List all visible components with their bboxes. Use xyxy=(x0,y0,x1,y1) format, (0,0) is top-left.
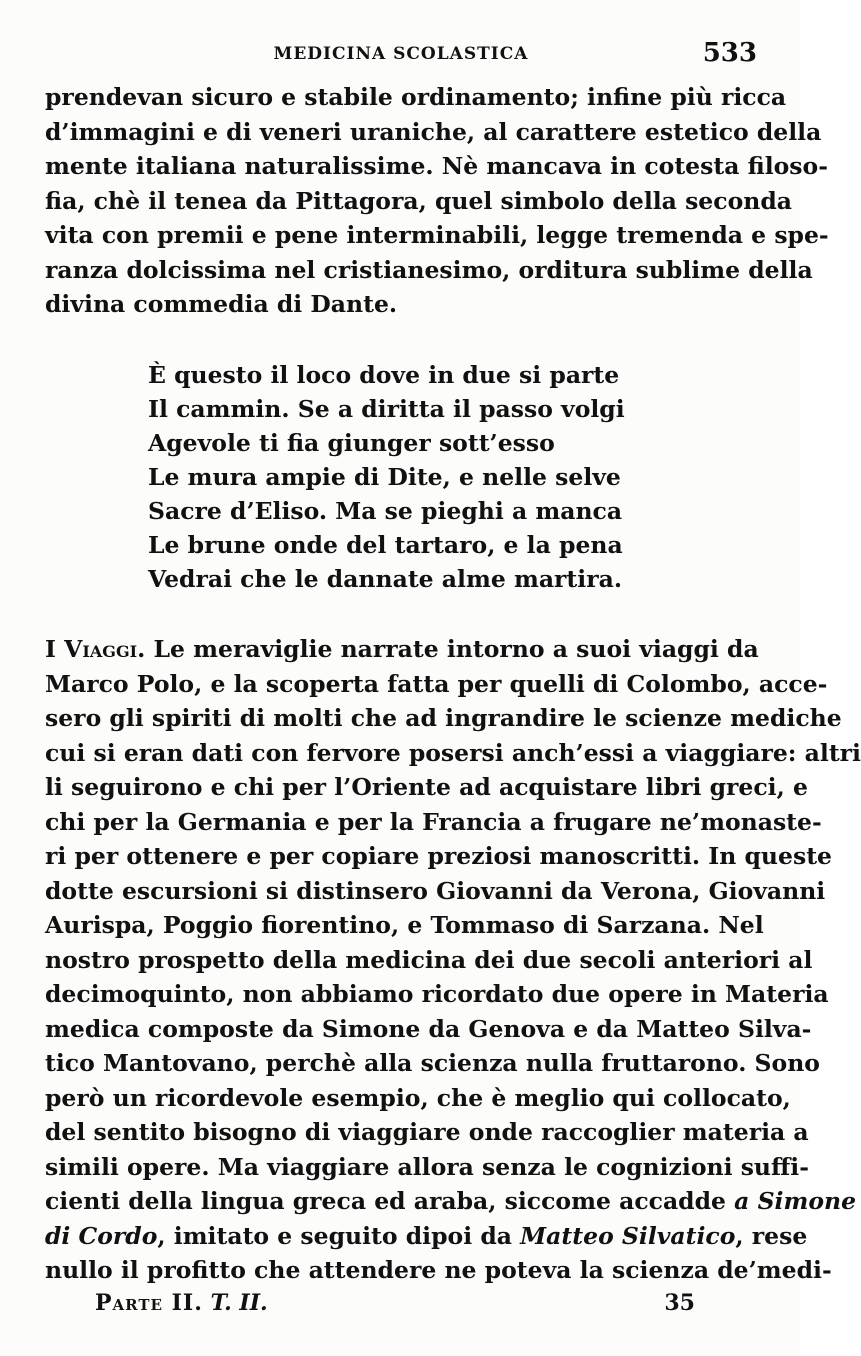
text-line xyxy=(45,1219,808,1254)
text-line: vita con premii e pene interminabili, legge tremenda e spe- xyxy=(45,221,829,249)
footer-part: Parte II. xyxy=(95,1290,203,1316)
section-heading: I Viaggi. xyxy=(45,635,146,663)
text-span: , imitato e seguito dipoi da xyxy=(157,1221,521,1250)
text-span: Le meraviglie narrate intorno a suoi viaggi da xyxy=(145,635,759,663)
text-line: sero gli spiriti di molti che ad ingrandire le scienze mediche xyxy=(45,704,842,732)
signature-mark: 35 xyxy=(664,1290,695,1316)
text-line: ri per ottenere e per copiare preziosi manoscritti. In queste xyxy=(45,842,832,870)
verse-line: Il cammin. Se a diritta il passo volgi xyxy=(148,395,625,423)
text-line: nostro prospetto della medicina dei due secoli anteriori al xyxy=(45,945,813,974)
paragraph-1 xyxy=(45,80,829,322)
footer-part-tome xyxy=(95,1290,268,1316)
text-line: del sentito bisogno di viaggiare onde raccoglier materia a xyxy=(45,1118,809,1146)
verse-line: Le brune onde del tartaro, e la pena xyxy=(148,531,623,559)
verse-quotation xyxy=(148,358,668,596)
text-line: medica composte da Simone da Genova e da Matteo Silva- xyxy=(45,1014,812,1043)
verse-line: È questo il loco dove in due si parte xyxy=(148,361,620,389)
text-line: divina commedia di Dante. xyxy=(45,290,398,318)
text-line: Marco Polo, e la scoperta fatta per quelli di Colombo, acce- xyxy=(45,669,828,698)
text-line: decimoquinto, non abbiamo ricordato due opere in Materia xyxy=(45,980,829,1008)
italic-name: di Cordo xyxy=(45,1221,158,1250)
text-line: però un ricordevole esempio, che è meglio qui collocato, xyxy=(45,1083,791,1112)
text-line: ranza dolcissima nel cristianesimo, orditura sublime della xyxy=(45,255,813,284)
text-line: dotte escursioni si distinsero Giovanni da Verona, Giovanni xyxy=(45,876,826,905)
text-line: simili opere. Ma viaggiare allora senza le cognizioni suffi- xyxy=(45,1152,809,1181)
text-line: li seguirono e chi per l’Oriente ad acquistare libri greci, e xyxy=(45,773,808,801)
page-footer xyxy=(95,1290,695,1324)
paragraph-2 xyxy=(45,632,861,1288)
text-span: , rese xyxy=(735,1221,808,1250)
text-line: prendevan sicuro e stabile ordinamento; infine più ricca xyxy=(45,83,787,111)
italic-name: a Simone xyxy=(734,1187,857,1215)
text-line: fia, chè il tenea da Pittagora, quel simbolo della seconda xyxy=(45,186,792,215)
italic-name: Matteo Silvatico xyxy=(520,1221,736,1250)
footer-tome: T. II. xyxy=(210,1290,268,1316)
text-line: nullo il profitto che attendere ne poteva la scienza de’medi- xyxy=(45,1256,832,1284)
text-line: tico Mantovano, perchè alla scienza nulla fruttarono. Sono xyxy=(45,1049,820,1077)
verse-line: Le mura ampie di Dite, e nelle selve xyxy=(148,463,621,491)
page-number: 533 xyxy=(702,38,757,68)
text-line: mente italiana naturalissime. Nè mancava in cotesta filoso- xyxy=(45,152,828,180)
verse-line: Sacre d’Eliso. Ma se pieghi a manca xyxy=(148,497,623,525)
text-span: cienti della lingua greca ed araba, siccome accadde xyxy=(45,1187,726,1215)
verse-line: Agevole ti fia giunger sott’esso xyxy=(148,429,555,457)
page-header xyxy=(45,40,757,76)
text-line: cui si eran dati con fervore posersi anch’essi a viaggiare: altri xyxy=(45,738,861,767)
text-line: Aurispa, Poggio fiorentino, e Tommaso di Sarzana. Nel xyxy=(45,911,764,939)
text-line: chi per la Germania e per la Francia a frugare ne’monaste- xyxy=(45,807,822,836)
running-title: MEDICINA SCOLASTICA xyxy=(273,44,529,64)
verse-line: Vedrai che le dannate alme martira. xyxy=(148,565,623,593)
text-line xyxy=(45,632,757,667)
text-line: d’immagini e di veneri uraniche, al carattere estetico della xyxy=(45,117,822,146)
text-line xyxy=(45,1184,857,1219)
